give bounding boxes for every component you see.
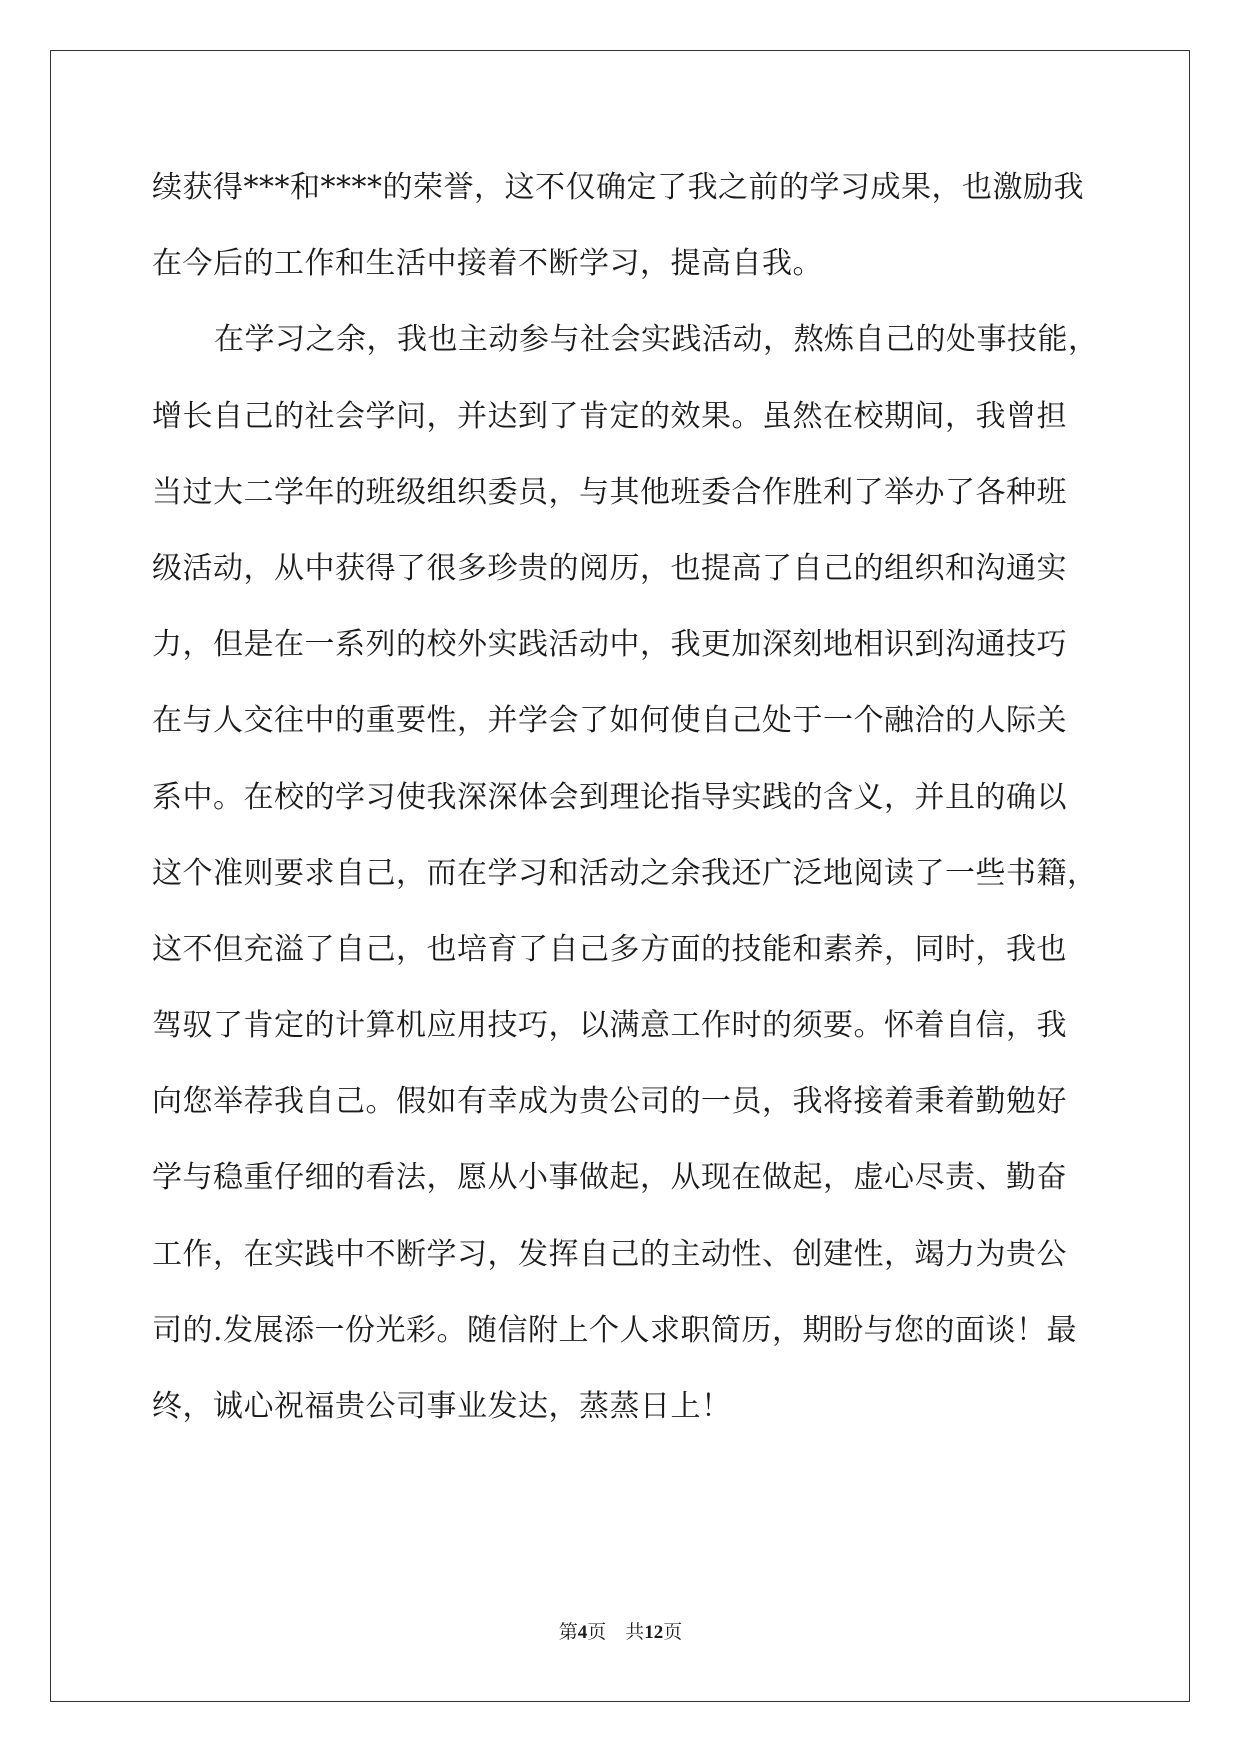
footer-page-suffix: 页 共 [587,1621,645,1643]
text-line: 在今后的工作和生活中接着不断学习，提高自我。 [152,246,823,282]
page-footer [0,1620,1241,1645]
text-line: 级活动，从中获得了很多珍贵的阅历，也提高了自己的组织和沟通实 [152,550,1067,586]
text-line: 工作，在实践中不断学习，发挥自己的主动性、创建性，竭力为贵公 [152,1236,1067,1272]
text-line: 终，诚心祝福贵公司事业发达，蒸蒸日上！ [152,1389,732,1424]
footer-total-suffix: 页 [663,1621,683,1643]
paragraph-start-line: 在学习之余，我也主动参与社会实践活动，熬炼自己的处事技能， [214,322,1099,358]
text-line: 驾驭了肯定的计算机应用技巧，以满意工作时的须要。怀着自信，我 [152,1008,1067,1044]
text-line: 这个准则要求自己，而在学习和活动之余我还广泛地阅读了一些书籍， [152,855,1098,891]
text-line: 系中。在校的学习使我深深体会到理论指导实践的含义，并且的确以 [152,779,1067,815]
text-line: 司的.发展添一份光彩。随信附上个人求职简历，期盼与您的面谈！最 [152,1312,1078,1348]
text-line: 续获得***和****的荣誉，这不仅确定了我之前的学习成果，也激励我 [152,170,1084,205]
current-page-number: 4 [577,1622,588,1643]
document-body [152,163,1099,1458]
text-line: 当过大二学年的班级组织委员，与其他班委合作胜利了举办了各种班 [152,474,1067,510]
text-line: 力，但是在一系列的校外实践活动中，我更加深刻地相识到沟通技巧 [152,627,1067,663]
text-line: 这不但充溢了自己，也培育了自己多方面的技能和素养，同时，我也 [152,931,1067,967]
total-page-count: 12 [644,1622,664,1643]
text-line: 学与稳重仔细的看法，愿从小事做起，从现在做起，虚心尽责、勤奋 [152,1160,1067,1196]
text-line: 向您举荐我自己。假如有幸成为贵公司的一员，我将接着秉着勤勉好 [152,1084,1067,1120]
text-line: 在与人交往中的重要性，并学会了如何使自己处于一个融洽的人际关 [152,703,1067,739]
text-line: 增长自己的社会学问，并达到了肯定的效果。虽然在校期间，我曾担 [152,398,1067,434]
footer-prefix: 第 [558,1621,578,1643]
